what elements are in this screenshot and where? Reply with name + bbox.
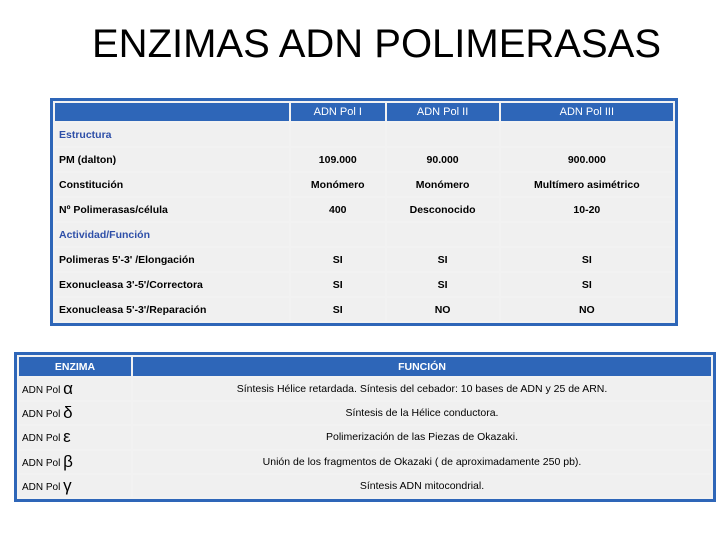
table-row: [19, 378, 711, 400]
table-cell: NO: [387, 298, 499, 321]
table-cell: SI: [501, 273, 673, 296]
enzyme-cell: [19, 378, 131, 400]
table-cell: [501, 123, 673, 146]
table-cell: Monómero: [387, 173, 499, 196]
table-cell: SI: [291, 248, 385, 271]
enzyme-name: ADN Pol: [22, 481, 61, 493]
table-row: [19, 402, 711, 424]
greek-letter: ε: [63, 427, 71, 447]
table-cell: 109.000: [291, 148, 385, 171]
table-row: [19, 475, 711, 497]
row-label: Polimeras 5'-3' /Elongación: [55, 248, 289, 271]
table-cell: [387, 123, 499, 146]
table-header-row: [19, 357, 711, 376]
enzyme-name: ADN Pol: [22, 385, 61, 397]
table-cell: SI: [291, 273, 385, 296]
table-row: [55, 148, 673, 171]
table-row: [55, 123, 673, 146]
table-cell: Desconocido: [387, 198, 499, 221]
function-cell: Polimerización de las Piezas de Okazaki.: [133, 426, 711, 448]
enzyme-cell: [19, 475, 131, 497]
table-header-cell: ADN Pol III: [501, 103, 673, 121]
enzyme-function-table: [14, 352, 716, 502]
table-cell: 900.000: [501, 148, 673, 171]
row-label: Nº Polimerasas/célula: [55, 198, 289, 221]
table-row: [55, 223, 673, 246]
table-row: [55, 298, 673, 321]
greek-letter: δ: [63, 403, 73, 423]
function-cell: Síntesis Hélice retardada. Síntesis del cebador: 10 bases de ADN y 25 de ARN.: [133, 378, 711, 400]
function-cell: Síntesis de la Hélice conductora.: [133, 402, 711, 424]
table-header-cell: [55, 103, 289, 121]
greek-letter: α: [63, 379, 73, 399]
table-row: [55, 248, 673, 271]
greek-letter: β: [63, 451, 73, 471]
function-cell: Unión de los fragmentos de Okazaki ( de aproximadamente 250 pb).: [133, 451, 711, 473]
table-cell: Multímero asimétrico: [501, 173, 673, 196]
table-header-cell: ADN Pol II: [387, 103, 499, 121]
table-cell: [291, 123, 385, 146]
page-title: ENZIMAS ADN POLIMERASAS: [92, 22, 662, 66]
table-cell: SI: [387, 248, 499, 271]
enzyme-name: ADN Pol: [22, 409, 61, 421]
section-label: Actividad/Función: [55, 223, 289, 246]
table-row: [55, 273, 673, 296]
enzyme-name: ADN Pol: [22, 433, 61, 445]
table-row: [55, 198, 673, 221]
enzyme-cell: [19, 402, 131, 424]
table-row: [19, 426, 711, 448]
table-cell: [387, 223, 499, 246]
table-cell: SI: [387, 273, 499, 296]
table-cell: 10-20: [501, 198, 673, 221]
table-header-cell: ADN Pol I: [291, 103, 385, 121]
section-label: Estructura: [55, 123, 289, 146]
table-cell: 400: [291, 198, 385, 221]
table-cell: [291, 223, 385, 246]
row-label: Constitución: [55, 173, 289, 196]
polymerase-properties-table: [50, 98, 678, 326]
row-label: Exonucleasa 5'-3'/Reparación: [55, 298, 289, 321]
table-cell: Monómero: [291, 173, 385, 196]
enzyme-cell: [19, 451, 131, 473]
table-header-cell: FUNCIÓN: [133, 357, 711, 376]
table-cell: [501, 223, 673, 246]
function-cell: Síntesis ADN mitocondrial.: [133, 475, 711, 497]
row-label: PM (dalton): [55, 148, 289, 171]
table-cell: NO: [501, 298, 673, 321]
greek-letter: γ: [63, 475, 72, 495]
table-header-row: [55, 103, 673, 121]
enzyme-name: ADN Pol: [22, 457, 61, 469]
enzyme-cell: [19, 426, 131, 448]
table-cell: 90.000: [387, 148, 499, 171]
table-cell: SI: [501, 248, 673, 271]
table-row: [55, 173, 673, 196]
table-header-cell: ENZIMA: [19, 357, 131, 376]
table-row: [19, 451, 711, 473]
row-label: Exonucleasa 3'-5'/Correctora: [55, 273, 289, 296]
table-cell: SI: [291, 298, 385, 321]
